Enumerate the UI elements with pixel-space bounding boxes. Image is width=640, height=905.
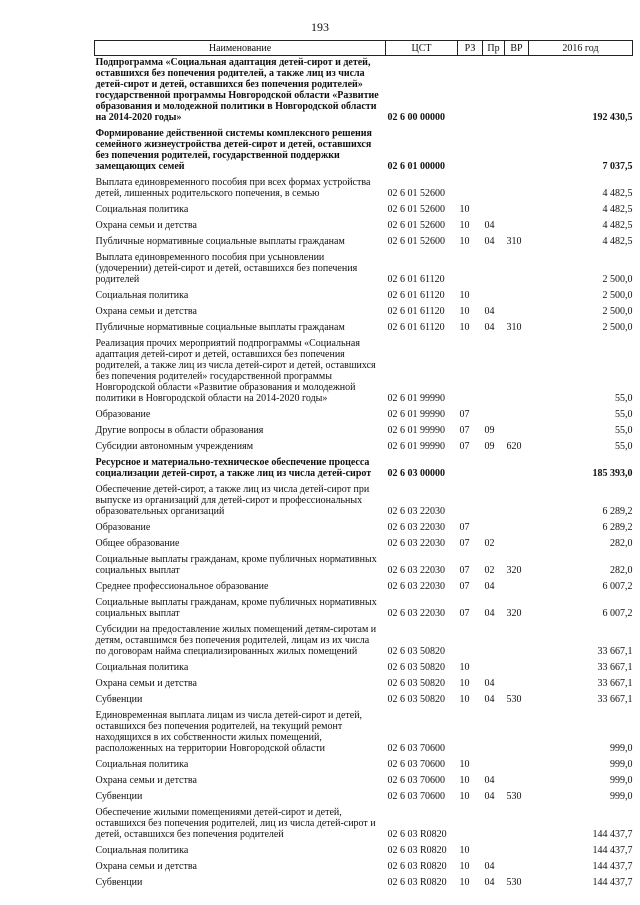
- row-vr: [505, 248, 529, 286]
- row-name: Образование: [95, 409, 151, 420]
- row-pr: 04: [484, 322, 495, 333]
- table-body: [95, 56, 633, 890]
- table-row: [95, 453, 633, 480]
- row-cst: 02 6 03 R0820: [387, 845, 447, 856]
- row-name: Социальная политика: [95, 759, 189, 770]
- row-pr: [483, 518, 505, 534]
- row-name: Выплата единовременного пособия при усыновлении (удочерении) детей-сирот и детей, оставшихся без попечения родителей: [95, 252, 358, 285]
- row-vr: [505, 803, 529, 841]
- row-vr: [505, 534, 529, 550]
- row-pr: [483, 706, 505, 755]
- row-name: Среднее профессиональное образование: [95, 581, 269, 592]
- row-rz: 10: [459, 662, 470, 673]
- row-name: Общее образование: [95, 538, 180, 549]
- row-amount: 4 482,5: [602, 204, 633, 215]
- row-amount: 999,0: [610, 775, 633, 786]
- table-row: [95, 173, 633, 200]
- row-amount: 6 007,2: [602, 581, 633, 592]
- row-vr: [505, 200, 529, 216]
- row-amount: 33 667,1: [597, 694, 633, 705]
- row-name: Социальные выплаты гражданам, кроме публичных нормативных социальных выплат: [95, 597, 377, 619]
- row-rz: 10: [459, 775, 470, 786]
- row-name: Образование: [95, 522, 151, 533]
- row-rz: [458, 173, 483, 200]
- row-cst: 02 6 03 70600: [387, 775, 445, 786]
- row-vr: 310: [506, 322, 522, 333]
- row-rz: 07: [459, 608, 470, 619]
- header-amount: 2016 год: [529, 41, 633, 56]
- table-row: [95, 550, 633, 577]
- row-rz: 10: [459, 694, 470, 705]
- row-rz: [458, 334, 483, 405]
- row-cst: 02 6 03 50820: [387, 694, 445, 705]
- table-row: [95, 873, 633, 889]
- row-pr: [483, 405, 505, 421]
- row-rz: 10: [459, 290, 470, 301]
- table-row: [95, 771, 633, 787]
- row-amount: 4 482,5: [602, 220, 633, 231]
- row-amount: 55,0: [615, 441, 633, 452]
- row-pr: [483, 56, 505, 125]
- row-amount: 282,0: [610, 565, 633, 576]
- table-row: [95, 577, 633, 593]
- row-cst: 02 6 03 22030: [387, 565, 445, 576]
- row-pr: [483, 755, 505, 771]
- row-pr: 04: [484, 775, 495, 786]
- row-amount: 4 482,5: [602, 188, 633, 199]
- table-row: [95, 56, 633, 125]
- row-vr: [505, 771, 529, 787]
- row-amount: 999,0: [610, 743, 633, 754]
- row-rz: 10: [459, 322, 470, 333]
- row-vr: [505, 286, 529, 302]
- row-cst: 02 6 03 50820: [387, 646, 445, 657]
- row-cst: 02 6 03 22030: [387, 522, 445, 533]
- row-cst: 02 6 01 99990: [387, 425, 445, 436]
- row-name: Обеспечение жилыми помещениями детей-сирот и детей, оставшихся без попечения родителей, лиц из числа детей-сирот и детей, оставшихся без попечения родителей: [95, 807, 376, 840]
- row-amount: 999,0: [610, 759, 633, 770]
- row-rz: 07: [459, 425, 470, 436]
- table-row: [95, 480, 633, 518]
- row-amount: 192 430,5: [592, 112, 633, 123]
- header-cst: ЦСТ: [386, 41, 458, 56]
- row-cst: 02 6 01 52600: [387, 204, 445, 215]
- row-cst: 02 6 03 R0820: [387, 829, 447, 840]
- row-rz: [458, 480, 483, 518]
- row-vr: [505, 857, 529, 873]
- row-vr: [505, 841, 529, 857]
- row-name: Субвенции: [95, 694, 143, 705]
- table-row: [95, 405, 633, 421]
- table-row: [95, 690, 633, 706]
- row-pr: [483, 803, 505, 841]
- row-amount: 7 037,5: [602, 161, 633, 172]
- row-cst: 02 6 03 70600: [387, 743, 445, 754]
- row-cst: 02 6 01 99990: [387, 409, 445, 420]
- row-vr: [505, 405, 529, 421]
- table-row: [95, 841, 633, 857]
- row-cst: 02 6 00 00000: [387, 112, 445, 123]
- table-row: [95, 593, 633, 620]
- row-vr: [505, 674, 529, 690]
- row-rz: 10: [459, 877, 470, 888]
- row-rz: 10: [459, 220, 470, 231]
- row-vr: [505, 755, 529, 771]
- row-vr: 320: [506, 608, 522, 619]
- row-name: Публичные нормативные социальные выплаты гражданам: [95, 322, 345, 333]
- row-rz: 10: [459, 678, 470, 689]
- row-name: Единовременная выплата лицам из числа детей-сирот и детей, оставшихся без попечения родителей, на текущий ремонт находящихся в их собственности жилых помещений, расположенных на территории Новгородской области: [95, 710, 363, 754]
- row-cst: 02 6 01 00000: [387, 161, 445, 172]
- row-cst: 02 6 01 61120: [387, 274, 445, 285]
- row-amount: 6 007,2: [602, 608, 633, 619]
- row-pr: 04: [484, 581, 495, 592]
- row-name: Субвенции: [95, 791, 143, 802]
- row-name: Охрана семьи и детства: [95, 775, 197, 786]
- row-name: Социальная политика: [95, 845, 189, 856]
- row-vr: 530: [506, 877, 522, 888]
- table-row: [95, 286, 633, 302]
- row-rz: 10: [459, 204, 470, 215]
- row-rz: 10: [459, 236, 470, 247]
- row-vr: [505, 518, 529, 534]
- table-row: [95, 534, 633, 550]
- row-vr: 530: [506, 694, 522, 705]
- row-name: Охрана семьи и детства: [95, 861, 197, 872]
- row-pr: 02: [484, 565, 495, 576]
- row-pr: 02: [484, 538, 495, 549]
- header-name: Наименование: [95, 41, 386, 56]
- row-rz: [458, 248, 483, 286]
- row-pr: [483, 124, 505, 173]
- row-cst: 02 6 03 22030: [387, 581, 445, 592]
- row-amount: 33 667,1: [597, 662, 633, 673]
- row-amount: 55,0: [615, 425, 633, 436]
- row-amount: 2 500,0: [602, 322, 633, 333]
- row-amount: 144 437,7: [592, 829, 633, 840]
- row-rz: 07: [459, 581, 470, 592]
- row-name: Подпрограмма «Социальная адаптация детей-сирот и детей, оставшихся без попечения родителей, а также лиц из числа детей-сирот и детей, оставшихся без попечения родителей» государственной программы Новгородской области «Развитие образования и молодежной политики в Новгородской области на 2014-2020 годы»: [95, 57, 379, 123]
- row-name: Обеспечение детей-сирот, а также лиц из числа детей-сирот при выпуске из организаций для детей-сирот и профессиональных образовательных организаций: [95, 484, 370, 517]
- row-pr: 04: [484, 608, 495, 619]
- row-pr: 04: [484, 877, 495, 888]
- row-vr: [505, 124, 529, 173]
- row-vr: 530: [506, 791, 522, 802]
- row-vr: [505, 173, 529, 200]
- row-amount: 144 437,7: [592, 861, 633, 872]
- table-row: [95, 302, 633, 318]
- row-amount: 33 667,1: [597, 678, 633, 689]
- row-cst: 02 6 03 R0820: [387, 877, 447, 888]
- row-name: Публичные нормативные социальные выплаты гражданам: [95, 236, 345, 247]
- row-name: Субвенции: [95, 877, 143, 888]
- row-pr: 09: [484, 425, 495, 436]
- row-amount: 999,0: [610, 791, 633, 802]
- table-row: [95, 620, 633, 658]
- row-pr: [483, 620, 505, 658]
- row-pr: 04: [484, 220, 495, 231]
- row-pr: 04: [484, 861, 495, 872]
- row-vr: [505, 658, 529, 674]
- row-cst: 02 6 03 22030: [387, 608, 445, 619]
- table-row: [95, 857, 633, 873]
- row-name: Другие вопросы в области образования: [95, 425, 264, 436]
- header-vr: ВР: [505, 41, 529, 56]
- table-row: [95, 248, 633, 286]
- row-rz: [458, 124, 483, 173]
- table-row: [95, 518, 633, 534]
- row-pr: [483, 173, 505, 200]
- row-cst: 02 6 01 99990: [387, 393, 445, 404]
- row-vr: [505, 620, 529, 658]
- row-name: Реализация прочих мероприятий подпрограммы «Социальная адаптация детей-сирот и детей, оставшихся без попечения родителей, а также лиц из числа детей-сирот и детей, оставшихся без попечения родителей» государственной программы Новгородской области «Развитие образования и молодежной политики в Новгородской области на 2014-2020 годы»: [95, 338, 376, 404]
- row-amount: 55,0: [615, 393, 633, 404]
- row-rz: 07: [459, 441, 470, 452]
- table-row: [95, 437, 633, 453]
- row-pr: [483, 841, 505, 857]
- row-rz: [458, 620, 483, 658]
- row-pr: [483, 248, 505, 286]
- row-name: Социальная политика: [95, 290, 189, 301]
- row-cst: 02 6 03 50820: [387, 662, 445, 673]
- row-rz: [458, 56, 483, 125]
- row-amount: 6 289,2: [602, 506, 633, 517]
- table-row: [95, 803, 633, 841]
- row-name: Социальная политика: [95, 204, 189, 215]
- row-cst: 02 6 03 22030: [387, 538, 445, 549]
- table-row: [95, 787, 633, 803]
- row-pr: [483, 453, 505, 480]
- row-rz: [458, 803, 483, 841]
- row-pr: [483, 286, 505, 302]
- row-rz: 10: [459, 845, 470, 856]
- row-pr: 04: [484, 791, 495, 802]
- row-vr: [505, 453, 529, 480]
- row-rz: 10: [459, 791, 470, 802]
- row-rz: 10: [459, 759, 470, 770]
- row-rz: 07: [459, 522, 470, 533]
- row-amount: 2 500,0: [602, 290, 633, 301]
- row-vr: [505, 302, 529, 318]
- row-pr: 04: [484, 678, 495, 689]
- row-cst: 02 6 03 R0820: [387, 861, 447, 872]
- row-name: Субсидии автономным учреждениям: [95, 441, 254, 452]
- row-rz: 07: [459, 565, 470, 576]
- table-row: [95, 124, 633, 173]
- table-row: [95, 216, 633, 232]
- table-header: [95, 41, 633, 56]
- row-vr: [505, 480, 529, 518]
- row-pr: [483, 658, 505, 674]
- row-name: Выплата единовременного пособия при всех формах устройства детей, лишенных родительского попечения, в семью: [95, 177, 371, 199]
- row-vr: [505, 577, 529, 593]
- row-vr: [505, 216, 529, 232]
- row-pr: 09: [484, 441, 495, 452]
- table-row: [95, 755, 633, 771]
- row-amount: 185 393,0: [592, 468, 633, 479]
- row-cst: 02 6 03 70600: [387, 791, 445, 802]
- row-vr: 320: [506, 565, 522, 576]
- row-amount: 144 437,7: [592, 845, 633, 856]
- table-row: [95, 658, 633, 674]
- table-row: [95, 232, 633, 248]
- row-name: Субсидии на предоставление жилых помещений детям-сиротам и детям, оставшимся без попечения родителей, лицам из их числа по договорам найма специализированных жилых помещений: [95, 624, 377, 657]
- row-pr: 04: [484, 236, 495, 247]
- row-amount: 144 437,7: [592, 877, 633, 888]
- row-amount: 2 500,0: [602, 274, 633, 285]
- table-row: [95, 421, 633, 437]
- row-pr: [483, 480, 505, 518]
- row-amount: 55,0: [615, 409, 633, 420]
- row-name: Социальные выплаты гражданам, кроме публичных нормативных социальных выплат: [95, 554, 377, 576]
- table-row: [95, 674, 633, 690]
- row-rz: 07: [459, 409, 470, 420]
- row-amount: 33 667,1: [597, 646, 633, 657]
- table-row: [95, 200, 633, 216]
- row-vr: 310: [506, 236, 522, 247]
- row-cst: 02 6 01 52600: [387, 236, 445, 247]
- row-cst: 02 6 01 99990: [387, 441, 445, 452]
- row-vr: [505, 56, 529, 125]
- row-pr: 04: [484, 694, 495, 705]
- row-cst: 02 6 03 50820: [387, 678, 445, 689]
- row-pr: 04: [484, 306, 495, 317]
- row-name: Социальная политика: [95, 662, 189, 673]
- row-cst: 02 6 03 22030: [387, 506, 445, 517]
- row-rz: 10: [459, 306, 470, 317]
- row-rz: 10: [459, 861, 470, 872]
- row-cst: 02 6 03 00000: [387, 468, 445, 479]
- row-cst: 02 6 01 61120: [387, 290, 445, 301]
- row-vr: 620: [506, 441, 522, 452]
- page-number: 193: [311, 20, 329, 34]
- row-cst: 02 6 01 52600: [387, 220, 445, 231]
- row-name: Охрана семьи и детства: [95, 306, 197, 317]
- budget-table: [94, 40, 633, 889]
- row-cst: 02 6 01 52600: [387, 188, 445, 199]
- row-name: Ресурсное и материально-техническое обеспечение процесса социализации детей-сирот, а также лиц из числа детей-сирот: [95, 457, 372, 479]
- row-cst: 02 6 03 70600: [387, 759, 445, 770]
- row-vr: [505, 334, 529, 405]
- row-name: Охрана семьи и детства: [95, 220, 197, 231]
- table-row: [95, 706, 633, 755]
- row-name: Формирование действенной системы комплексного решения семейного жизнеустройства детей-сирот и детей, оставшихся без попечения родителей, государственной поддержки замещающих семей: [95, 128, 372, 172]
- table-row: [95, 334, 633, 405]
- row-amount: 6 289,2: [602, 522, 633, 533]
- row-cst: 02 6 01 61120: [387, 322, 445, 333]
- row-pr: [483, 334, 505, 405]
- row-amount: 2 500,0: [602, 306, 633, 317]
- row-amount: 282,0: [610, 538, 633, 549]
- row-rz: [458, 453, 483, 480]
- table-row: [95, 318, 633, 334]
- header-pr: Пр: [483, 41, 505, 56]
- header-rz: РЗ: [458, 41, 483, 56]
- row-vr: [505, 706, 529, 755]
- row-vr: [505, 421, 529, 437]
- row-name: Охрана семьи и детства: [95, 678, 197, 689]
- row-rz: [458, 706, 483, 755]
- row-rz: 07: [459, 538, 470, 549]
- row-pr: [483, 200, 505, 216]
- row-amount: 4 482,5: [602, 236, 633, 247]
- row-cst: 02 6 01 61120: [387, 306, 445, 317]
